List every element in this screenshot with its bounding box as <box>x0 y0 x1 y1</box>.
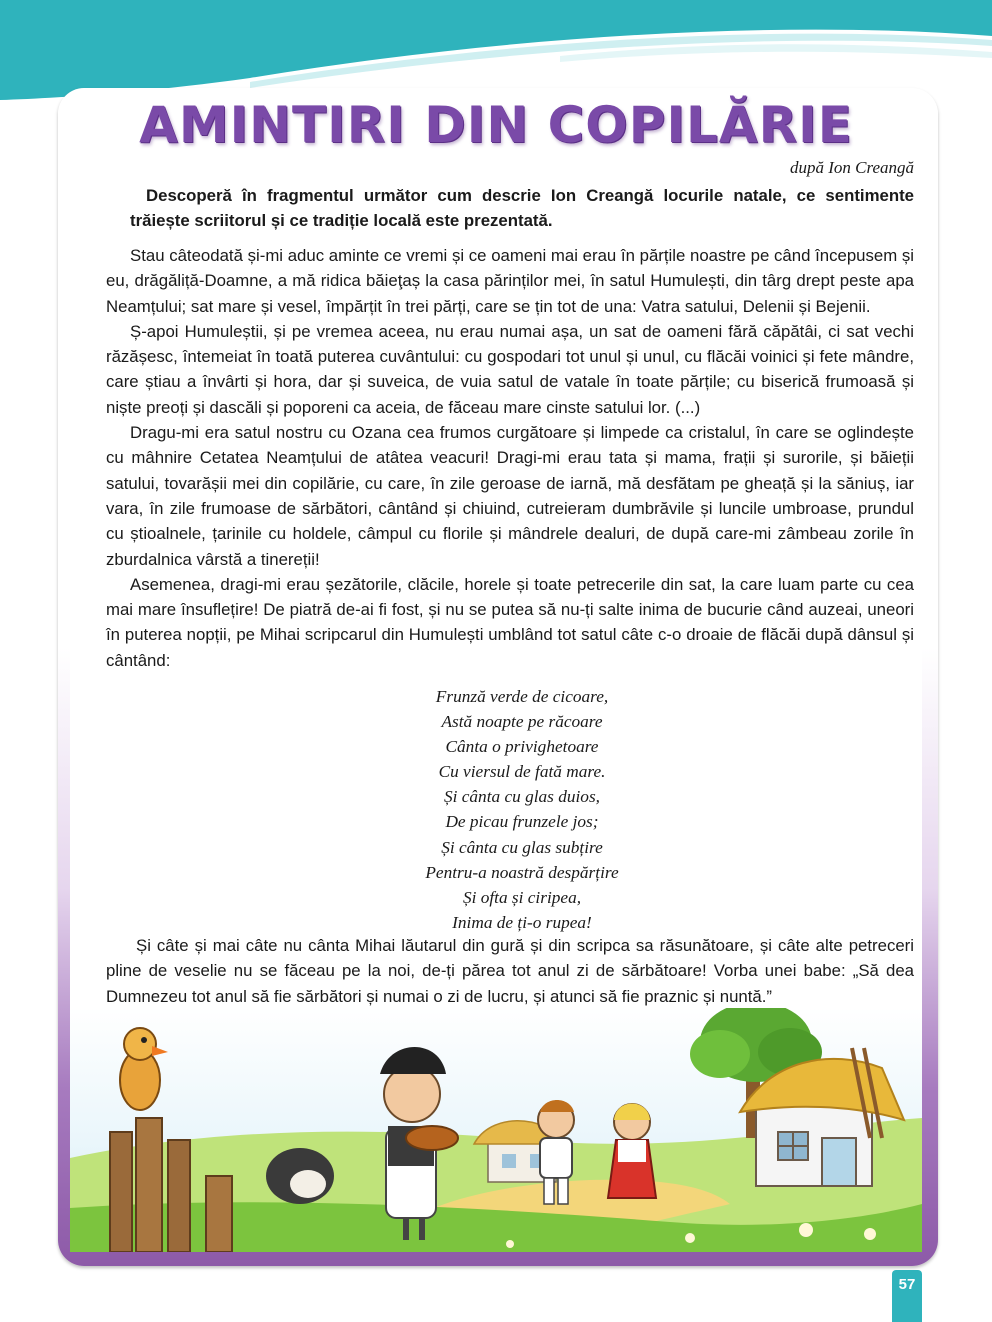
paragraph: Ș-apoi Humuleștii, și pe vremea aceea, nu erau numai așa, un sat de oameni fără căpătâi, ci sat vechi răzășesc, întemeiat în toată puterea cuvântului: cu gospodari tot unul și unul, cu flăcăi voinici și fete mândre, care știau a învârti și hora, dar și suveica, de vuia satul de vatale în toate părțile; cu biserică frumoasă și niște preoți și dascăli și poporeni ca aceia, de făceau mare cinste satului lor. (...) <box>106 321 914 417</box>
verse-line: Și cânta cu glas duios, <box>443 787 600 807</box>
paragraph: Dragu-mi era satul nostru cu Ozana cea frumos curgătoare și limpede ca cristalul, în care se oglindește cu mâhnire Cetatea Neamțului de atâtea veacuri! Dragi-mi erau tata și mama, frații și surorile, și băieții satului, tovarășii mei din copilărie, cu care, în zile geroase de iarnă, mă desfătam pe gheață și la săniuș, iar vara, în zile frumoase de sărbători, cântând și chiuind, cutreieram dumbrăvile și luncile umbroase, prundul cu știoalnele, țarinile cu holdele, câmpul cu florile și mândrele dealuri, de după care-mi zâmbeau zorile în zburdalnica vârstă a tinereții! <box>106 423 914 569</box>
verse-line: Inima de ți-o rupea! <box>452 912 592 932</box>
verse-line: De picau frunzele jos; <box>445 812 599 832</box>
page-title: AMINTIRI DIN COPILĂRIE <box>139 96 853 154</box>
story-text <box>106 243 914 673</box>
verse-line: Cu viersul de fată mare. <box>438 762 606 782</box>
verse-line: Astă noapte pe răcoare <box>441 712 603 732</box>
closing-paragraph: Și câte și mai câte nu cânta Mihai lăutarul din gură și din scripca sa răsunătoare, și câte alte petreceri pline de veselie nu se făceau pe la noi, de-ți părea tot anul zi de sărbătoare! Vorba unei babe: „Să dea Dumnezeu tot anul să fie sărbători și numai o zi de lucru, și atunci să fie praznic și nuntă.” <box>106 936 914 1006</box>
verse-line: Și ofta și ciripea, <box>462 887 582 907</box>
song-verses <box>352 684 692 935</box>
village-illustration <box>70 1008 922 1252</box>
verse-line: Frunză verde de cicoare, <box>435 687 609 706</box>
author-credit: după Ion Creangă <box>789 158 914 177</box>
verse-line: Și cânta cu glas subțire <box>441 837 603 857</box>
pot-icon <box>266 1148 334 1204</box>
paragraph: Stau câteodată și-mi aduc aminte ce vremi și ce oameni mai erau în părțile noastre pe când începusem și eu, drăgăliță-Doamne, a mă ridica băieţaș la casa părinților mei, în satul Humulești, din târg drept peste apa Neamțului; sat mare și vesel, împărțit în trei părți, care se țin tot de una: Vatra satului, Delenii și Bejenii. <box>106 246 914 316</box>
paragraph: Asemenea, dragi-mi erau șezătorile, clăcile, horele și toate petrecerile din sat, la care luam parte cu cea mai mare însuflețire! De piatră de-ai fi fost, și nu se putea să nu-ți salte inima de bucurie când auzeai, uneori în puterea nopții, pe Mihai scripcarul din Humulești umblând tot satul câte c-o droaie de flăcăi după dânsul și cântând: <box>106 574 914 670</box>
intro-instruction: Descoperă în fragmentul următor cum descrie Ion Creangă locurile natale, ce sentimente trăiește scriitorul și ce tradiție locală este prezentată. <box>130 186 914 230</box>
verse-line: Pentru-a noastră despărțire <box>425 862 619 882</box>
page-number: 57 <box>898 1276 916 1293</box>
verse-line: Cânta o privighetoare <box>445 737 599 757</box>
